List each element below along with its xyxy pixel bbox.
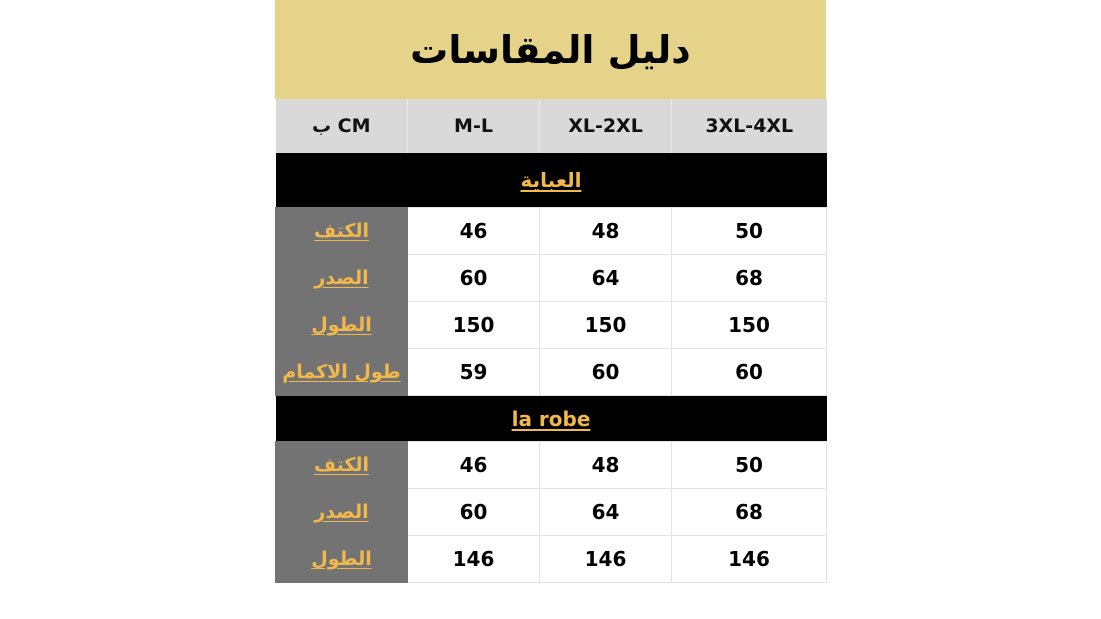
row-label: الكتف [276, 208, 408, 255]
table-cell: 59 [408, 349, 540, 396]
table-row [276, 442, 827, 489]
table-cell: 64 [540, 255, 672, 302]
table-cell: 146 [408, 536, 540, 583]
table-cell: 68 [672, 489, 827, 536]
size-table [275, 99, 827, 583]
unit-header: ب CM [276, 99, 408, 153]
table-cell: 60 [408, 489, 540, 536]
row-label: الكتف [276, 442, 408, 489]
table-cell: 60 [672, 349, 827, 396]
size-header-xl-2xl: XL-2XL [540, 99, 672, 153]
title-band [275, 0, 826, 99]
row-label: الطول [276, 536, 408, 583]
table-cell: 46 [408, 442, 540, 489]
size-guide-chart [275, 0, 826, 583]
table-cell: 68 [672, 255, 827, 302]
table-row [276, 208, 827, 255]
section-title: la robe [276, 396, 827, 442]
section-title: العباية [276, 153, 827, 208]
table-cell: 150 [540, 302, 672, 349]
table-cell: 146 [540, 536, 672, 583]
section-header-robe [276, 396, 827, 442]
row-label: طول الاكمام [276, 349, 408, 396]
table-row [276, 302, 827, 349]
table-row [276, 349, 827, 396]
table-cell: 60 [540, 349, 672, 396]
table-cell: 150 [408, 302, 540, 349]
table-row [276, 489, 827, 536]
table-cell: 48 [540, 442, 672, 489]
page-title: دليل المقاسات [410, 27, 691, 72]
table-cell: 50 [672, 442, 827, 489]
table-cell: 64 [540, 489, 672, 536]
size-header-m-l: M-L [408, 99, 540, 153]
table-row [276, 536, 827, 583]
row-label: الصدر [276, 489, 408, 536]
table-cell: 146 [672, 536, 827, 583]
table-cell: 48 [540, 208, 672, 255]
table-cell: 150 [672, 302, 827, 349]
section-header-abaya [276, 153, 827, 208]
row-label: الصدر [276, 255, 408, 302]
header-row [276, 99, 827, 153]
table-cell: 60 [408, 255, 540, 302]
table-cell: 50 [672, 208, 827, 255]
table-row [276, 255, 827, 302]
row-label: الطول [276, 302, 408, 349]
size-header-3xl-4xl: 3XL-4XL [672, 99, 827, 153]
table-cell: 46 [408, 208, 540, 255]
